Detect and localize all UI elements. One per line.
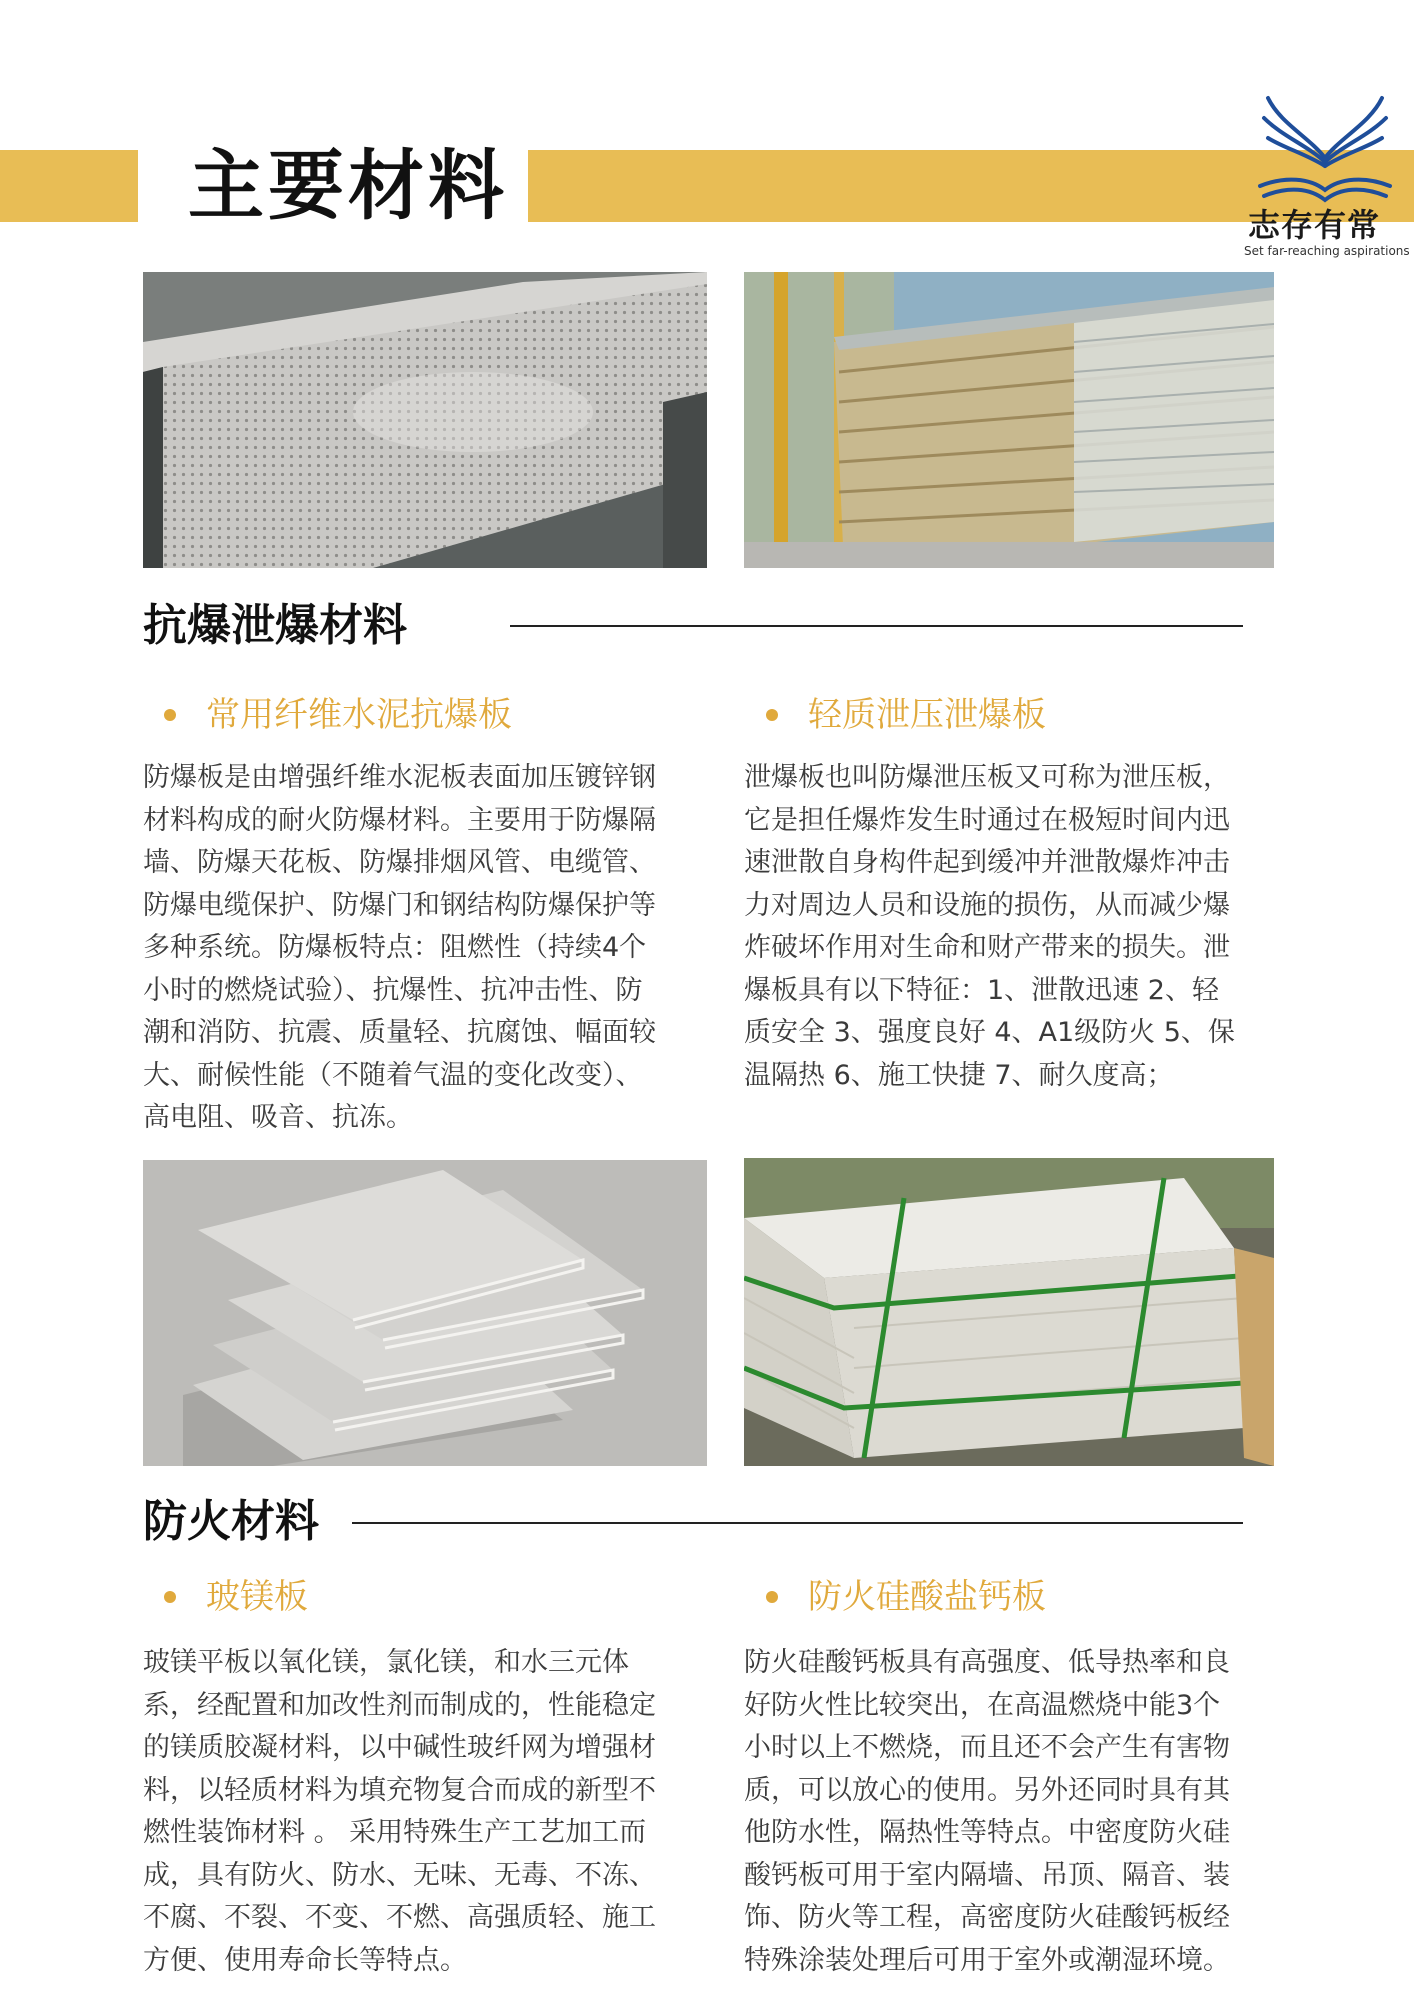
bullet-label: 轻质泄压泄爆板 — [808, 695, 1046, 735]
section-divider — [352, 1522, 1243, 1524]
bullet-calcium-silicate-board — [766, 1574, 1046, 1620]
logo-name: 志存有常 — [1248, 206, 1381, 244]
section-divider — [510, 625, 1243, 627]
section-title-explosion: 抗爆泄爆材料 — [143, 600, 407, 651]
paragraph-calcium-silicate-board: 防火硅酸钙板具有高强度、低导热率和良 好防火性比较突出，在高温燃烧中能3个 小时以上不燃烧，而且还不会产生有害物 质，可以放心的使用。另外还同时具有其 他防水性，隔热性等特点。中密度防火硅 酸钙板可用于室内隔墙、吊顶、隔音、装 饰、防火等工程，高密度防火硅酸钙板经 特殊涂装处理后可用于室外或潮湿环境。 — [744, 1647, 1230, 1976]
bullet-label: 玻镁板 — [206, 1577, 308, 1617]
photo-fiber-cement-board — [143, 272, 707, 568]
bullet-label: 常用纤维水泥抗爆板 — [206, 695, 512, 735]
bullet-label: 防火硅酸盐钙板 — [808, 1577, 1046, 1617]
bullet-magnesium-board — [164, 1574, 308, 1620]
bullet-vent-panel — [766, 692, 1046, 738]
bullet-dot-icon — [766, 709, 778, 721]
page-title: 主要材料 — [188, 141, 508, 230]
bullet-fiber-cement-board — [164, 692, 512, 738]
header-band-left — [0, 150, 138, 222]
bullet-dot-icon — [164, 1591, 176, 1603]
section-title-fireproof: 防火材料 — [143, 1496, 319, 1547]
paragraph-magnesium-board: 玻镁平板以氧化镁，氯化镁，和水三元体 系，经配置和加改性剂而制成的，性能稳定 的镁质胶凝材料，以中碱性玻纤网为增强材 料，以轻质材料为填充物复合而成的新型不 燃性装饰材料 。 采用特殊生产工艺加工而 成，具有防火、防水、无味、无毒、不冻、 不腐、不裂、不变、不燃、高强质轻、施工 方便、使用寿命长等特点。 — [143, 1647, 656, 1976]
logo-tagline: Set far-reaching aspirations — [1244, 244, 1410, 258]
paragraph-vent-panel: 泄爆板也叫防爆泄压板又可称为泄压板， 它是担任爆炸发生时通过在极短时间内迅 速泄散自身构件起到缓冲并泄散爆炸冲击 力对周边人员和设施的损伤，从而减少爆 炸破坏作用对生命和财产带来的损失。泄 爆板具有以下特征：1、泄散迅速 2、轻 质安全 3、强度良好 4、A1级防火 5、保 温隔热 6、施工快捷 7、耐久度高； — [744, 762, 1235, 1091]
bullet-dot-icon — [766, 1591, 778, 1603]
paragraph-fiber-cement-board: 防爆板是由增强纤维水泥板表面加压镀锌钢 材料构成的耐火防爆材料。主要用于防爆隔 墙、防爆天花板、防爆排烟风管、电缆管、 防爆电缆保护、防爆门和钢结构防爆保护等 多种系统。防爆板特点：阻燃性（持续4个 小时的燃烧试验）、抗爆性、抗冲击性、防 潮和消防、抗震、质量轻、抗腐蚀、幅面较 大、耐候性能（不随着气温的变化改变）、 高电阻、吸音、抗冻。 — [143, 762, 656, 1133]
photo-calcium-silicate-board — [744, 1158, 1274, 1466]
wings-book-icon — [1240, 88, 1410, 208]
photo-sandwich-panel — [744, 272, 1274, 568]
bullet-dot-icon — [164, 709, 176, 721]
photo-magnesium-board — [143, 1160, 707, 1466]
